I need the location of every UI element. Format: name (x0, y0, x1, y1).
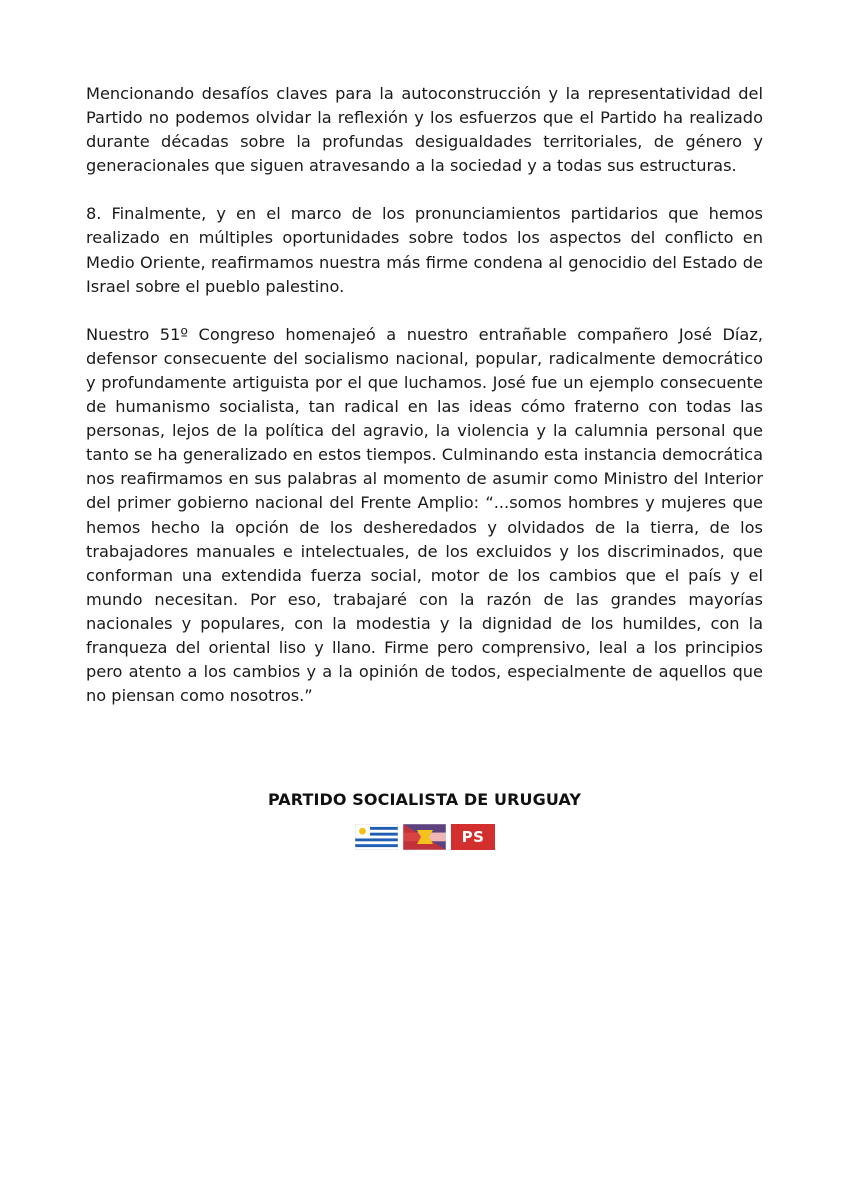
ps-logo: PS (451, 824, 495, 850)
document-body (86, 82, 763, 732)
paragraph-middle-east: 8. Finalmente, y en el marco de los pronunciamientos partidarios que hemos realizado en múltiples oportunidades sobre todos los aspectos del conflicto en Medio Oriente, reafirmamos nuestra más firme condena al genocidio del Estado de Israel sobre el pueblo palestino. (86, 204, 763, 296)
paragraph-self-construction: Mencionando desafíos claves para la autoconstrucción y la representatividad del Partido no podemos olvidar la reflexión y los esfuerzos que el Partido ha realizado durante décadas sobre la profundas desigualdades territoriales, de género y generacionales que siguen atravesando a la sociedad y a todas sus estructuras. (86, 84, 763, 176)
party-signature: PARTIDO SOCIALISTA DE URUGUAY (267, 790, 582, 809)
artigas-flag-icon (403, 824, 446, 850)
paragraph-jose-diaz-tribute: Nuestro 51º Congreso homenajeó a nuestro entrañable compañero José Díaz, defensor consecuente del socialismo nacional, popular, radicalmente democrático y profundamente artiguista por el que luchamos. José fue un ejemplo consecuente de humanismo socialista, tan radical en las ideas cómo fraterno con todas las personas, lejos de la política del agravio, la violencia y la calumnia personal que tanto se ha generalizado en estos tiempos. Culminando esta instancia democrática nos reafirmamos en sus palabras al momento de asumir como Ministro del Interior del primer gobierno nacional del Frente Amplio: “...somos hombres y mujeres que hemos hecho la opción de los desheredados y olvidados de la tierra, de los trabajadores manuales e intelectuales, de los excluidos y los discriminados, que conforman una extendida fuerza social, motor de los cambios que el país y el mundo necesitan. Por eso, trabajaré con la razón de las grandes mayorías nacionales y populares, con la modestia y la dignidad de los humildes, con la franqueza del oriental liso y llano. Firme pero comprensivo, leal a los principios pero atento a los cambios y a la opinión de todos, especialmente de aquellos que no piensan como nosotros.” (86, 324, 763, 706)
uruguay-flag-icon (355, 824, 398, 850)
logo-row (355, 824, 495, 850)
